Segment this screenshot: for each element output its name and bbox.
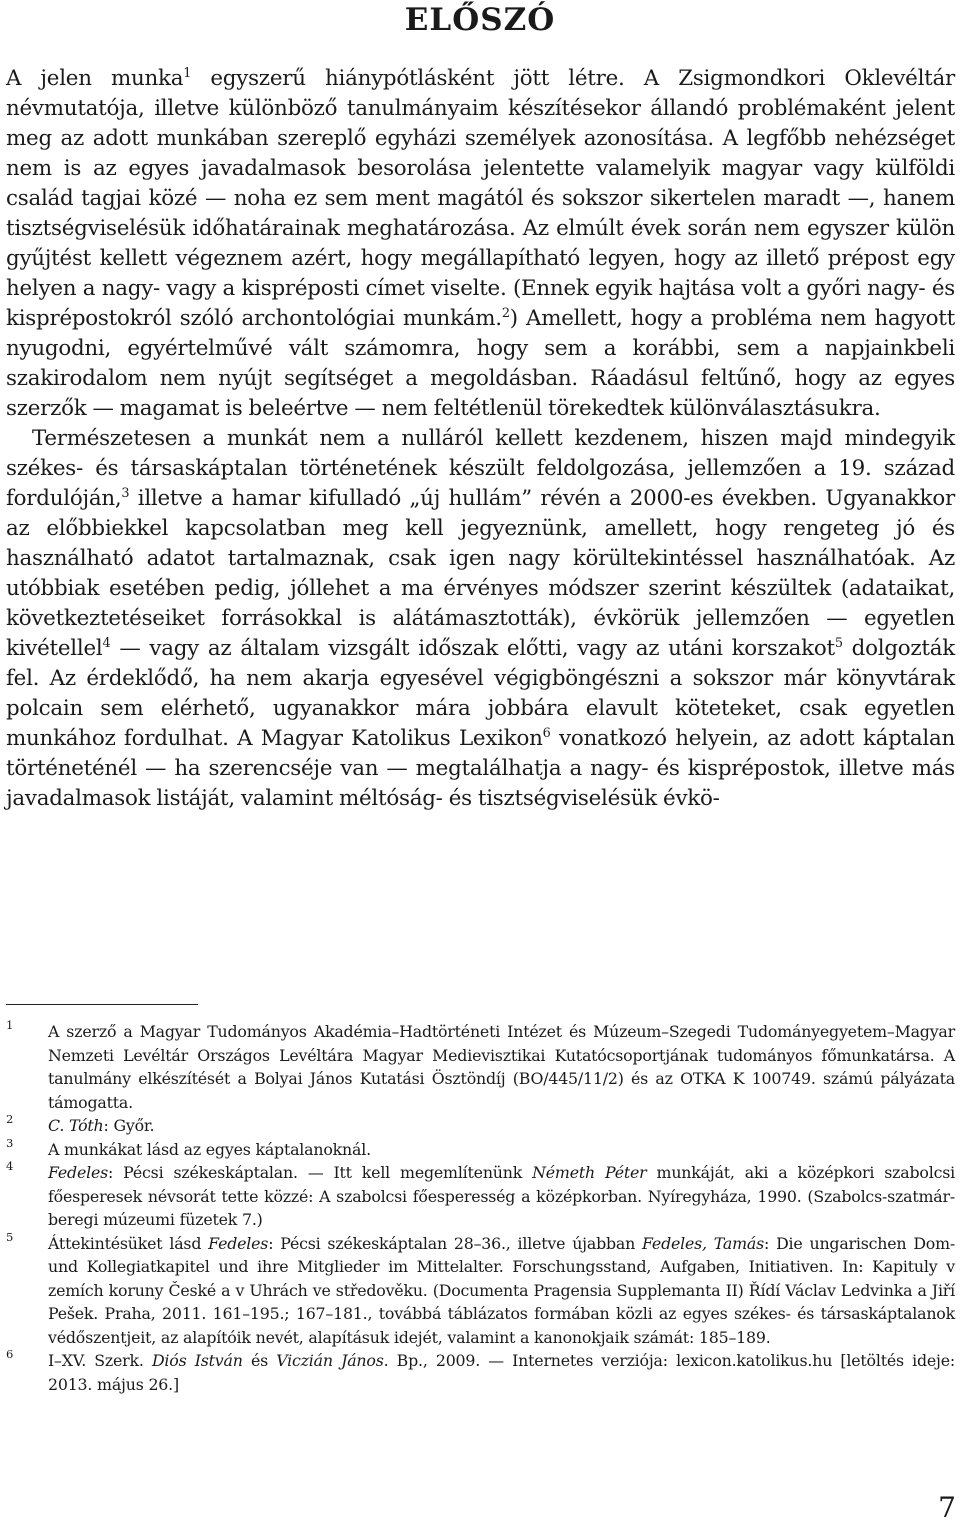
text-run: : Pécsi székeskáptalan. — Itt kell megemlítenünk xyxy=(108,1163,533,1182)
text-run: A munkákat lásd az egyes káptalanoknál. xyxy=(48,1139,371,1159)
footnote-number: 5 xyxy=(6,1229,14,1244)
footnote-ref-4[interactable]: 4 xyxy=(102,635,111,651)
footnote-number: 6 xyxy=(6,1347,14,1361)
author-name: Fedeles, Tamás xyxy=(642,1233,765,1253)
footnote-number: 3 xyxy=(6,1135,14,1150)
footnote-separator xyxy=(6,1004,198,1005)
footnote-1 xyxy=(6,1020,955,1114)
paragraph-2 xyxy=(6,424,955,814)
text-run: I–XV. Szerk. xyxy=(48,1351,152,1370)
author-name: Németh Péter xyxy=(532,1163,647,1182)
footnote-6 xyxy=(6,1349,955,1396)
text-run: A jelen munka xyxy=(6,66,184,91)
text-run: — vagy az általam vizsgált időszak előtti, vagy az utáni korszakot xyxy=(110,636,835,661)
text-run: ) Amellett, hogy a probléma nem hagyott nyugodni, egyértelművé vált számomra, hogy sem a korábbi, sem a napjainkbeli szakirodalom nem nyújt segítséget a megoldásban. Ráadásul feltűnő, hogy az egyes szerzők — magamat is beleértve — nem feltétlenül törekedtek különválasztásukra. xyxy=(6,306,955,421)
footnote-ref-3[interactable]: 3 xyxy=(121,485,130,501)
body-text xyxy=(6,64,955,814)
text-run: . Bp., 2009. — Internetes verziója: lexicon.katolikus.hu [letöltés ideje: 2013. május 26.] xyxy=(48,1351,956,1394)
footnote-ref-2[interactable]: 2 xyxy=(501,305,510,321)
text-run: A szerző a Magyar Tudományos Akadémia–Hadtörténeti Intézet és Múzeum–Szegedi Tudományegyetem–Magyar Nemzeti Levéltár Országos Levéltára Magyar Medievisztikai Kutatócsoportjának tudományos főmunkatársa. A tanulmány elkészítését a Bolyai János Kutatási Ösztöndíj (BO/445/11/2) és az OTKA K 100749. számú pályázata támogatta. xyxy=(48,1022,955,1112)
text-run: vonatkozó helyein, az adott káptalan történeténél — ha szerencséje van — megtalálhatja a nagy- és kisprépostok, illetve más javadalmasok listáját, valamint méltóság- és tisztségviselésük évkö- xyxy=(6,726,955,811)
text-run: Áttekintésüket lásd xyxy=(48,1233,209,1253)
footnote-ref-1[interactable]: 1 xyxy=(183,65,192,81)
page-number: 7 xyxy=(938,1491,956,1524)
author-name: Viczián János xyxy=(276,1351,384,1370)
footnote-number: 4 xyxy=(6,1159,14,1173)
text-run: dolgozták fel. Az érdeklődő, ha nem akarja egyesével végigböngészni a sokszor már könyvtárak polcain sem elérhető, ugyanakkor mára jobbára elavult köteteket, csak egyetlen munkához fordulhat. A Magyar Katolikus Lexikon xyxy=(6,636,955,751)
text-run: : Pécsi székeskáptalan 28–36., illetve újabban xyxy=(268,1233,643,1253)
page-title: ELŐSZÓ xyxy=(404,2,556,38)
footnote-5 xyxy=(6,1229,956,1350)
text-run: : Die ungarischen Dom- und Kollegiatkapitel und ihre Mitglieder im Mittelalter. Forschungsstand, Aufgaben, Initiativen. In: Kapituly v zemích koruny České a v Uhrách ve středověku. (Documenta Pragensia Supplemanta II) Řídí Václav Ledvinka a Jiří Pešek. Praha, 2011. 161–195.; 167–181., továbbá táblázatos formában közli az egyes székes- és társaskáptalanok védőszentjeit, az alapítóik nevét, alapításuk idejét, valamint a kanonokjaik számát: 185–189. xyxy=(48,1233,956,1347)
text-run: : Győr. xyxy=(103,1116,155,1135)
text-run: Természetesen a munkát nem a nulláról kellett kezdenem, hiszen majd mindegyik székes- és társaskáptalan történetének készült feldolgozása, jellemzően a 19. század fordulóján, xyxy=(6,426,955,511)
author-name: Diós István xyxy=(151,1351,243,1370)
text-run: munkáját, aki a középkori szabolcsi főesperesek névsorát tette közzé: A szabolcsi főesperesség a középkorban. Nyíregyháza, 1990. (Szabolcs-szatmár-beregi múzeumi füzetek 7.) xyxy=(48,1163,955,1229)
author-name: Fedeles xyxy=(48,1163,109,1182)
author-name: C. Tóth xyxy=(48,1116,104,1135)
footnote-number: 2 xyxy=(6,1112,14,1126)
text-run: illetve a hamar kifulladó „új hullám” révén a 2000-es években. Ugyanakkor az előbbiekkel kapcsolatban meg kell jegyeznünk, amellett, hogy rengeteg jó és használható adatot tartalmaznak, csak igen nagy körültekintéssel használhatóak. Az utóbbiak esetében pedig, jóllehet a ma érvényes módszer szerint készültek (adataikat, következtetéseiket forrásokkal is alátámasztották), évkörük jellemzően — egyetlen kivétellel xyxy=(6,486,955,661)
footnote-3 xyxy=(6,1135,955,1162)
footnote-ref-6[interactable]: 6 xyxy=(542,725,551,741)
text-run: egyszerű hiánypótlásként jött létre. A Zsigmondkori Oklevéltár névmutatója, illetve különböző tanulmányaim készítésekor állandó problémaként jelent meg az adott munkában szereplő egyházi személyek azonosítása. A legfőbb nehézséget nem is az egyes javadalmasok besorolása jelentette valamelyik magyar vagy külföldi család tagjai közé — noha ez sem ment magától és sokszor sikertelen maradt —, hanem tisztségviselésük időhatárainak meghatározása. Az elmúlt évek során nem egyszer külön gyűjtést kellett végeznem azért, hogy megállapítható legyen, hogy az illető prépost egy helyen a nagy- vagy a kispréposti címet viselte. (Ennek egyik hajtása volt a győri nagy- és kisprépostokról szóló archontológiai munkám. xyxy=(6,66,955,331)
footnote-number: 1 xyxy=(6,1018,14,1032)
footnotes-list xyxy=(6,1020,955,1396)
footnote-4 xyxy=(6,1161,955,1232)
author-name: Fedeles xyxy=(208,1233,269,1253)
text-run: és xyxy=(242,1351,277,1370)
footnote-ref-5[interactable]: 5 xyxy=(834,635,843,651)
paragraph-1 xyxy=(6,64,955,424)
footnote-2 xyxy=(6,1114,955,1138)
